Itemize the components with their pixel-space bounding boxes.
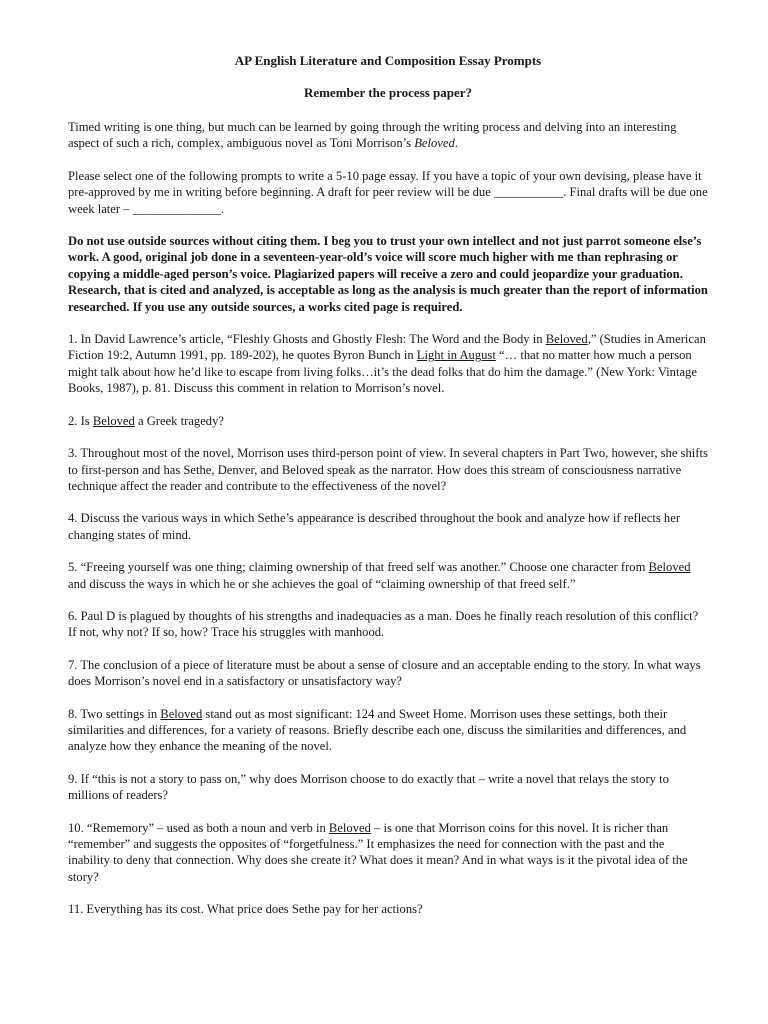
prompt-8-part-c: stand out as most significant: 124 and Sweet Home. Morrison uses these settings, both their similarities and differences, for a variety of reasons. Briefly describe each one, discuss the similarities and differences, and analyze how they enhance the meaning of the novel.	[68, 706, 687, 754]
prompt-2	[68, 413, 708, 429]
document-title: AP English Literature and Composition Essay Prompts	[234, 53, 542, 68]
prompt-1	[68, 331, 708, 397]
document-subtitle: Remember the process paper?	[303, 85, 473, 100]
prompt-2-part-c: a Greek tragedy?	[134, 413, 224, 428]
prompt-10-part-a: 10. “Rememory” – used as both a noun and verb in	[68, 820, 329, 835]
prompt-10-novel-title: Beloved	[328, 820, 371, 835]
prompt-4: 4. Discuss the various ways in which Sethe’s appearance is described throughout the book and analyze how if reflects her changing states of mind.	[68, 511, 681, 542]
prompt-1-part-a: 1. In David Lawrence’s article, “Fleshly Ghosts and Ghostly Flesh: The Word and the Body in	[68, 332, 546, 347]
prompt-9: 9. If “this is not a story to pass on,” why does Morrison choose to do exactly that – write a novel that relays the story to millions of readers?	[68, 771, 669, 803]
prompt-10	[68, 820, 708, 886]
prompt-1-part-e: “… that no matter how much a person might talk about how he’d like to escape from living folks…it’s the dead folks that do him the damage.” (New York: Vintage Books, 1987), p. 81. Discuss this comment in relation to Morrison’s novel.	[68, 348, 697, 396]
instructions-paragraph: Please select one of the following prompts to write a 5-10 page essay. If you have a topic of your own devising, please have it pre-approved by me in writing before beginning. A draft for peer review will be due ___________. Final drafts will be due one week later – ______________.	[68, 168, 708, 216]
intro-paragraph	[68, 119, 708, 152]
intro-end: .	[454, 136, 458, 151]
prompt-5-part-c: and discuss the ways in which he or she achieves the goal of “claiming ownership of that freed self.”	[68, 576, 576, 591]
prompt-3: 3. Throughout most of the novel, Morrison uses third-person point of view. In several chapters in Part Two, however, she shifts to first-person and has Sethe, Denver, and Beloved speak as the narrator. How does this stream of consciousness narrative technique affect the reader and contribute to the effectiveness of the novel?	[68, 446, 708, 493]
document-body	[68, 52, 708, 918]
prompt-2-part-a: 2. Is	[68, 413, 93, 428]
prompt-8-novel-title: Beloved	[160, 706, 203, 721]
prompt-1-cited-title: Light in August	[416, 348, 496, 363]
intro-text: Timed writing is one thing, but much can be learned by going through the writing process and delving into an interesting aspect of such a rich, complex, ambiguous novel as Toni Morrison’s	[68, 120, 677, 151]
plagiarism-warning: Do not use outside sources without citing them. I beg you to trust your own intellect and not just parrot someone else’s work. A good, original job done in a seventeen-year-old’s voice will score much higher with me than rephrasing or copying a middle-aged person’s voice. Plagiarized papers will receive a zero and could jeopardize your graduation. Research, that is cited and analyzed, is acceptable as long as the analysis is much greater than the report of information researched. If you use any outside sources, a works cited page is required.	[68, 234, 708, 314]
prompt-5-novel-title: Beloved	[648, 560, 691, 575]
prompt-8	[68, 706, 708, 755]
prompt-11: 11. Everything has its cost. What price does Sethe pay for her actions?	[68, 902, 423, 917]
prompt-8-part-a: 8. Two settings in	[68, 706, 161, 721]
prompt-6: 6. Paul D is plagued by thoughts of his strengths and inadequacies as a man. Does he finally reach resolution of this conflict? If not, why not? If so, how? Trace his struggles with manhood.	[68, 608, 699, 640]
novel-title: Beloved	[414, 136, 455, 151]
prompt-5-part-a: 5. “Freeing yourself was one thing; claiming ownership of that freed self was another.” Choose one character from	[68, 560, 649, 575]
prompt-7: 7. The conclusion of a piece of literature must be about a sense of closure and an acceptable ending to the story. In what ways does Morrison’s novel end in a satisfactory or unsatisfactory way?	[68, 657, 701, 689]
prompt-1-novel-title: Beloved	[545, 332, 588, 347]
prompt-1-part-c: ,” (Studies in American Fiction 19:2, Autumn 1991, pp. 189-202), he quotes Byron Bunch in	[68, 332, 706, 363]
prompt-2-novel-title: Beloved	[92, 413, 135, 428]
prompt-10-part-c: – is one that Morrison coins for this novel. It is richer than “remember” and suggests the opposites of “forgetfulness.” It emphasizes the need for connection with the past and the inability to deny that connection. Why does she create it? What does it mean? And in what ways is it the pivotal idea of the story?	[68, 820, 688, 884]
prompt-5	[68, 559, 708, 592]
